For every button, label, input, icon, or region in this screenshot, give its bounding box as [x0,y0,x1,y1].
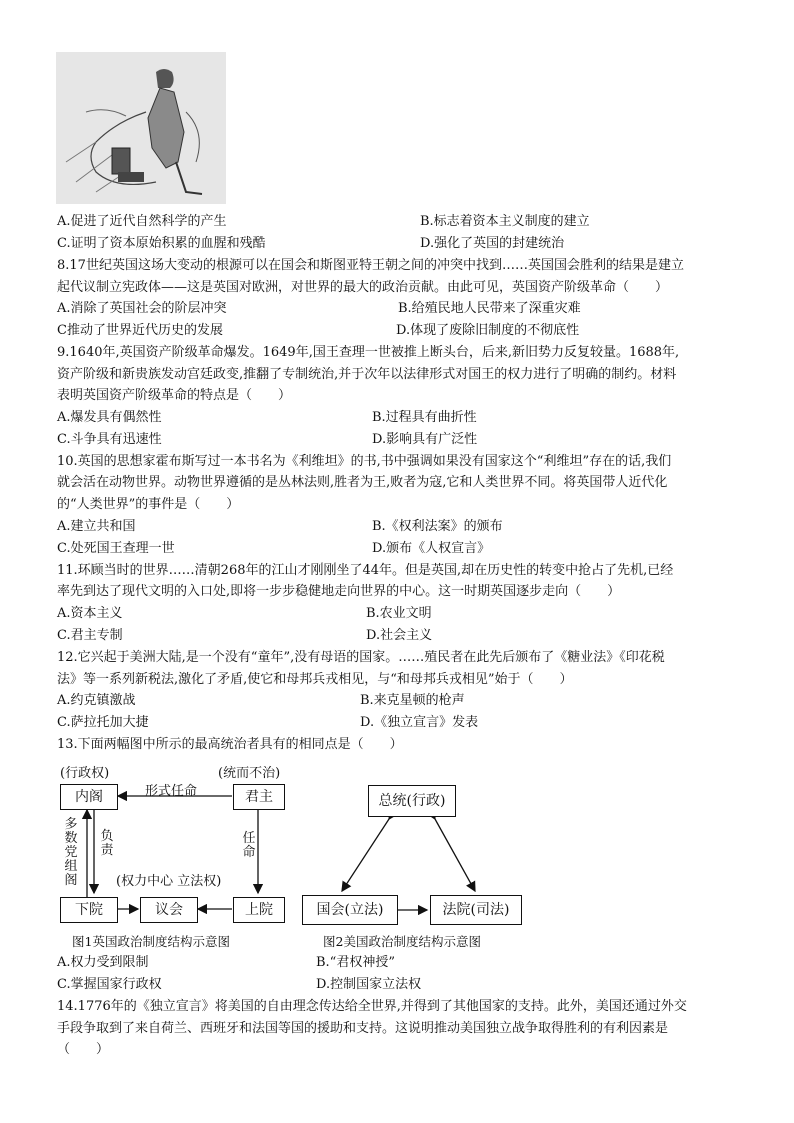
q13-option-b: B.“君权神授” [316,955,395,970]
q9-option-b: B.过程具有曲折性 [372,410,477,425]
q11-stem-line1: 11.环顾当时的世界……清朝268年的江山才刚刚坐了44年。但是英国,却在历史性的转变中抢占了先机,已经 [57,563,674,578]
q11-option-c: C.君主专制 [57,628,123,643]
q11-option-b: B.农业文明 [366,606,432,621]
prev-option-b: B.标志着资本主义制度的建立 [420,214,590,229]
fig1-reign-not-rule-label: (统而不治) [218,766,281,781]
q9-option-c: C.斗争具有迅速性 [57,432,162,447]
fig2-caption: 图2美国政治制度结构示意图 [323,934,481,949]
fig1-exec-power-label: (行政权) [60,766,110,781]
q12-stem-line2: 法》等一系列新税法,激化了矛盾,使它和母邦兵戎相见，与“和母邦兵戎相见”始于（ ） [57,672,573,687]
fig2-court-box: 法院(司法) [430,895,522,925]
q11-option-a: A.资本主义 [57,606,123,621]
q8-stem-line2: 起代议制立宪政体——这是英国对欧洲，对世界的最大的政治贡献。由此可见，英国资产阶级革命（ ） [57,280,669,295]
q10-option-a: A.建立共和国 [57,519,136,534]
q12-option-c: C.萨拉托加大捷 [57,715,149,730]
fig1-cabinet-box: 内阁 [60,784,118,810]
fig1-caption: 图1英国政治制度结构示意图 [72,934,230,949]
q8-option-c: C推动了世界近代历史的发展 [57,323,223,338]
q12-option-a: A.约克镇激战 [57,693,136,708]
fig1-responsible-label: 负责 [100,829,114,858]
q13-option-d: D.控制国家立法权 [316,977,422,992]
q13-stem: 13.下面两幅图中所示的最高统治者具有的相同点是（ ） [57,737,403,752]
prev-option-c: C.证明了资本原始积累的血腥和残酷 [57,236,266,251]
fig1-formal-appoint-label: 形式任命 [145,784,198,799]
fig1-upper-house-box: 上院 [233,897,285,923]
prev-option-d: D.强化了英国的封建统治 [420,236,565,251]
q9-stem-line3: 表明英国资产阶级革命的特点是（ ） [57,388,292,403]
fig1-power-center-label: (权力中心 立法权) [116,874,222,889]
q14-stem-line3: （ ） [57,1042,110,1057]
q13-option-c: C.掌握国家行政权 [57,977,162,992]
q12-stem-line1: 12.它兴起于美洲大陆,是一个没有“童年”,没有母语的国家。……殖民者在此先后颁布了《糖业法》《印花税 [57,650,665,665]
q14-stem-line2: 手段争取到了来自荷兰、西班牙和法国等国的援助和支持。这说明推动美国独立战争取得胜利的有利因素是 [57,1021,669,1036]
q9-option-d: D.影响具有广泛性 [372,432,478,447]
q9-option-a: A.爆发具有偶然性 [57,410,162,425]
q12-option-d: D.《独立宣言》发表 [360,715,479,730]
fig2-president-box: 总统(行政) [368,785,456,817]
q8-option-d: D.体现了废除旧制度的不彻底性 [396,323,580,338]
fig1-parliament-box: 议会 [140,897,198,923]
q10-stem-line1: 10.英国的思想家霍布斯写过一本书名为《利维坦》的书,书中强调如果没有国家这个“利维坦”存在的话,我们 [57,454,672,469]
q12-option-b: B.来克星顿的枪声 [360,693,465,708]
q10-option-b: B.《权利法案》的颁布 [372,519,503,534]
q8-option-a: A.消除了英国社会的阶层冲突 [57,301,227,316]
q10-option-d: D.颁布《人权宣言》 [372,541,491,556]
fig1-majority-party-label: 多数党组阁 [64,817,78,888]
q14-stem-line1: 14.1776年的《独立宣言》将美国的自由理念传达给全世界,并得到了其他国家的支持。此外，美国还通过外交 [57,999,687,1014]
q10-option-c: C.处死国王查理一世 [57,541,175,556]
q8-option-b: B.给殖民地人民带来了深重灾难 [398,301,581,316]
fig1-lower-house-box: 下院 [60,897,118,923]
q13-option-a: A.权力受到限制 [57,955,149,970]
q8-stem-line1: 8.17世纪英国这场大变动的根源可以在国会和斯图亚特王朝之间的冲突中找到……英国国会胜利的结果是建立 [57,258,684,273]
q10-stem-line2: 就会活在动物世界。动物世界遵循的是丛林法则,胜者为王,败者为寇,它和人类世界不同。将英国带人近代化 [57,475,668,490]
q9-stem-line2: 资产阶级和新贵族发动宫廷政变,推翻了专制统治,并于次年以法律形式对国王的权力进行了明确的制约。材料 [57,367,677,382]
q10-stem-line3: 的“人类世界”的事件是（ ） [57,497,240,512]
q11-stem-line2: 率先到达了现代文明的入口处,即将一步步稳健地走向世界的中心。这一时期英国逐步走向（ ） [57,584,621,599]
prev-option-a: A.促进了近代自然科学的产生 [57,214,227,229]
fig2-congress-box: 国会(立法) [302,895,398,925]
q11-option-d: D.社会主义 [366,628,433,643]
fig1-monarch-box: 君主 [233,784,285,810]
q9-stem-line1: 9.1640年,英国资产阶级革命爆发。1649年,国王查理一世被推上断头台，后来,新旧势力反复较量。1688年, [57,345,680,360]
fig1-appoint-label: 任命 [242,831,256,860]
